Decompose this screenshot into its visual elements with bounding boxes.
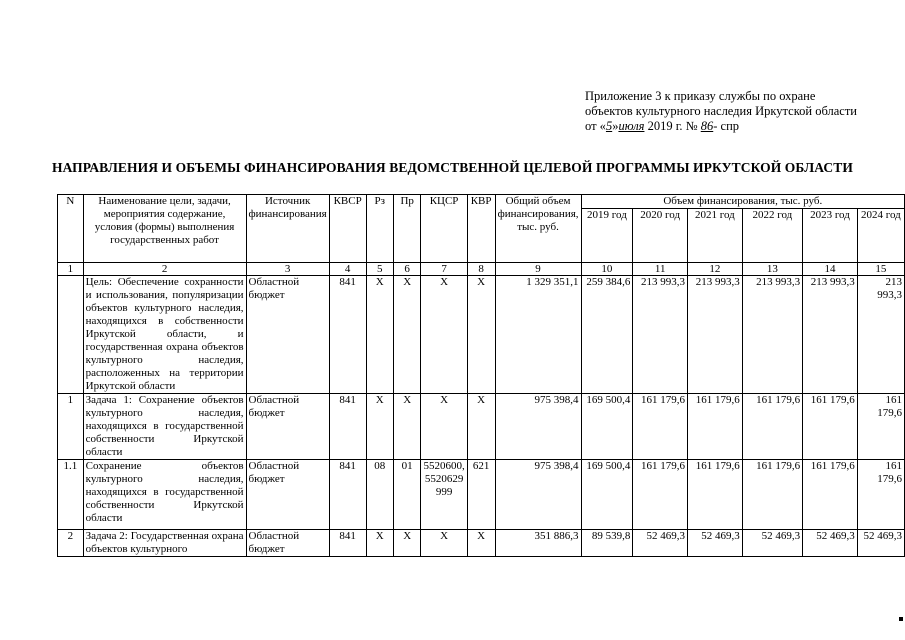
header-year: 2021 год <box>688 209 743 263</box>
row-kvr: 621 <box>467 460 495 530</box>
header-year: 2023 год <box>803 209 858 263</box>
row-source: Областной бюджет <box>246 394 329 460</box>
row-kvr: Х <box>467 530 495 557</box>
table-row <box>58 530 905 557</box>
row-year-value: 213 993,3 <box>633 276 688 394</box>
row-source: Областной бюджет <box>246 460 329 530</box>
annex-block <box>585 89 870 134</box>
row-year-value: 161 179,6 <box>688 460 743 530</box>
header-volume: Объем финансирования, тыс. руб. <box>581 195 904 209</box>
col-number: 4 <box>329 263 366 276</box>
col-number: 14 <box>803 263 858 276</box>
row-kvsr: 841 <box>329 394 366 460</box>
col-number: 13 <box>742 263 802 276</box>
row-kcsr: Х <box>421 530 467 557</box>
header-source: Источник финансирования <box>246 195 329 263</box>
financing-table <box>57 194 905 557</box>
col-number: 6 <box>393 263 421 276</box>
col-number: 5 <box>366 263 393 276</box>
row-year-value: 161 179,6 <box>633 460 688 530</box>
header-name: Наименование цели, задачи, мероприятия содержание, условия (формы) выполнения государственных работ <box>83 195 246 263</box>
row-year-value: 89 539,8 <box>581 530 633 557</box>
row-n: 1 <box>58 394 84 460</box>
row-source: Областной бюджет <box>246 276 329 394</box>
row-year-value: 259 384,6 <box>581 276 633 394</box>
row-name: Сохранение объектов культурного наследия, находящихся в государственной собственности Иркутской области <box>83 460 246 530</box>
annex-date-prefix: от « <box>585 119 606 133</box>
header-year: 2019 год <box>581 209 633 263</box>
row-name: Задача 1: Сохранение объектов культурного наследия, находящихся в государственной собственности Иркутской области <box>83 394 246 460</box>
row-year-value: 52 469,3 <box>803 530 858 557</box>
row-year-value: 161 179,6 <box>857 460 904 530</box>
row-year-value: 169 500,4 <box>581 394 633 460</box>
col-number: 9 <box>495 263 581 276</box>
row-year-value: 52 469,3 <box>688 530 743 557</box>
annex-suffix: - спр <box>713 119 740 133</box>
table-row <box>58 394 905 460</box>
annex-number: 86 <box>700 119 714 133</box>
annex-date-mid: » <box>612 119 619 133</box>
row-rz: Х <box>366 530 393 557</box>
row-name: Цель: Обеспечение сохранности и использования, популяризации объектов культурного наследия, находящихся в собственности Иркутской области, и государственная охрана объектов культурного наследия, расположенных на территории Иркутской области <box>83 276 246 394</box>
row-kvr: Х <box>467 276 495 394</box>
row-total: 351 886,3 <box>495 530 581 557</box>
row-year-value: 213 993,3 <box>688 276 743 394</box>
annex-year: 2019 г. № <box>647 119 698 133</box>
row-pr: 01 <box>393 460 421 530</box>
row-total: 975 398,4 <box>495 394 581 460</box>
row-kcsr: 5520600, 5520629 999 <box>421 460 467 530</box>
header-year: 2020 год <box>633 209 688 263</box>
header-kcsr: КЦСР <box>421 195 467 263</box>
row-total: 1 329 351,1 <box>495 276 581 394</box>
row-year-value: 213 993,3 <box>803 276 858 394</box>
row-pr: Х <box>393 394 421 460</box>
annex-line-2: объектов культурного наследия Иркутской области <box>585 104 857 118</box>
annex-day: 5 <box>605 119 613 133</box>
row-rz: Х <box>366 394 393 460</box>
row-kvsr: 841 <box>329 276 366 394</box>
annex-line-3 <box>585 119 870 134</box>
row-year-value: 213 993,3 <box>742 276 802 394</box>
row-kvr: Х <box>467 394 495 460</box>
row-kvsr: 841 <box>329 460 366 530</box>
header-total: Общий объем финансирования, тыс. руб. <box>495 195 581 263</box>
annex-line-1: Приложение 3 к приказу службы по охране <box>585 89 816 103</box>
row-year-value: 161 179,6 <box>688 394 743 460</box>
row-kvsr: 841 <box>329 530 366 557</box>
row-year-value: 52 469,3 <box>742 530 802 557</box>
document-title: НАПРАВЛЕНИЯ И ОБЪЕМЫ ФИНАНСИРОВАНИЯ ВЕДОМСТВЕННОЙ ЦЕЛЕВОЙ ПРОГРАММЫ ИРКУТСКОЙ ОБЛАСТИ <box>52 160 853 175</box>
page-mark <box>899 617 903 621</box>
col-number: 7 <box>421 263 467 276</box>
row-year-value: 161 179,6 <box>803 394 858 460</box>
column-number-row <box>58 263 905 276</box>
col-number: 8 <box>467 263 495 276</box>
annex-month: июля <box>618 119 645 133</box>
col-number: 1 <box>58 263 84 276</box>
row-year-value: 161 179,6 <box>803 460 858 530</box>
row-n: 1.1 <box>58 460 84 530</box>
row-n: 2 <box>58 530 84 557</box>
row-year-value: 213 993,3 <box>857 276 904 394</box>
table-row <box>58 276 905 394</box>
col-number: 3 <box>246 263 329 276</box>
col-number: 15 <box>857 263 904 276</box>
header-kvr: КВР <box>467 195 495 263</box>
row-rz: Х <box>366 276 393 394</box>
row-total: 975 398,4 <box>495 460 581 530</box>
row-year-value: 161 179,6 <box>633 394 688 460</box>
row-pr: Х <box>393 530 421 557</box>
row-kcsr: Х <box>421 394 467 460</box>
row-year-value: 52 469,3 <box>633 530 688 557</box>
header-rz: Рз <box>366 195 393 263</box>
row-year-value: 169 500,4 <box>581 460 633 530</box>
row-n <box>58 276 84 394</box>
header-kvsr: КВСР <box>329 195 366 263</box>
row-rz: 08 <box>366 460 393 530</box>
row-kcsr: Х <box>421 276 467 394</box>
col-number: 10 <box>581 263 633 276</box>
row-pr: Х <box>393 276 421 394</box>
header-pr: Пр <box>393 195 421 263</box>
row-name: Задача 2: Государственная охрана объектов культурного <box>83 530 246 557</box>
col-number: 11 <box>633 263 688 276</box>
header-year: 2022 год <box>742 209 802 263</box>
header-n: N <box>58 195 84 263</box>
row-year-value: 161 179,6 <box>857 394 904 460</box>
row-source: Областной бюджет <box>246 530 329 557</box>
table-row <box>58 460 905 530</box>
row-year-value: 52 469,3 <box>857 530 904 557</box>
row-year-value: 161 179,6 <box>742 394 802 460</box>
row-year-value: 161 179,6 <box>742 460 802 530</box>
col-number: 2 <box>83 263 246 276</box>
col-number: 12 <box>688 263 743 276</box>
header-year: 2024 год <box>857 209 904 263</box>
